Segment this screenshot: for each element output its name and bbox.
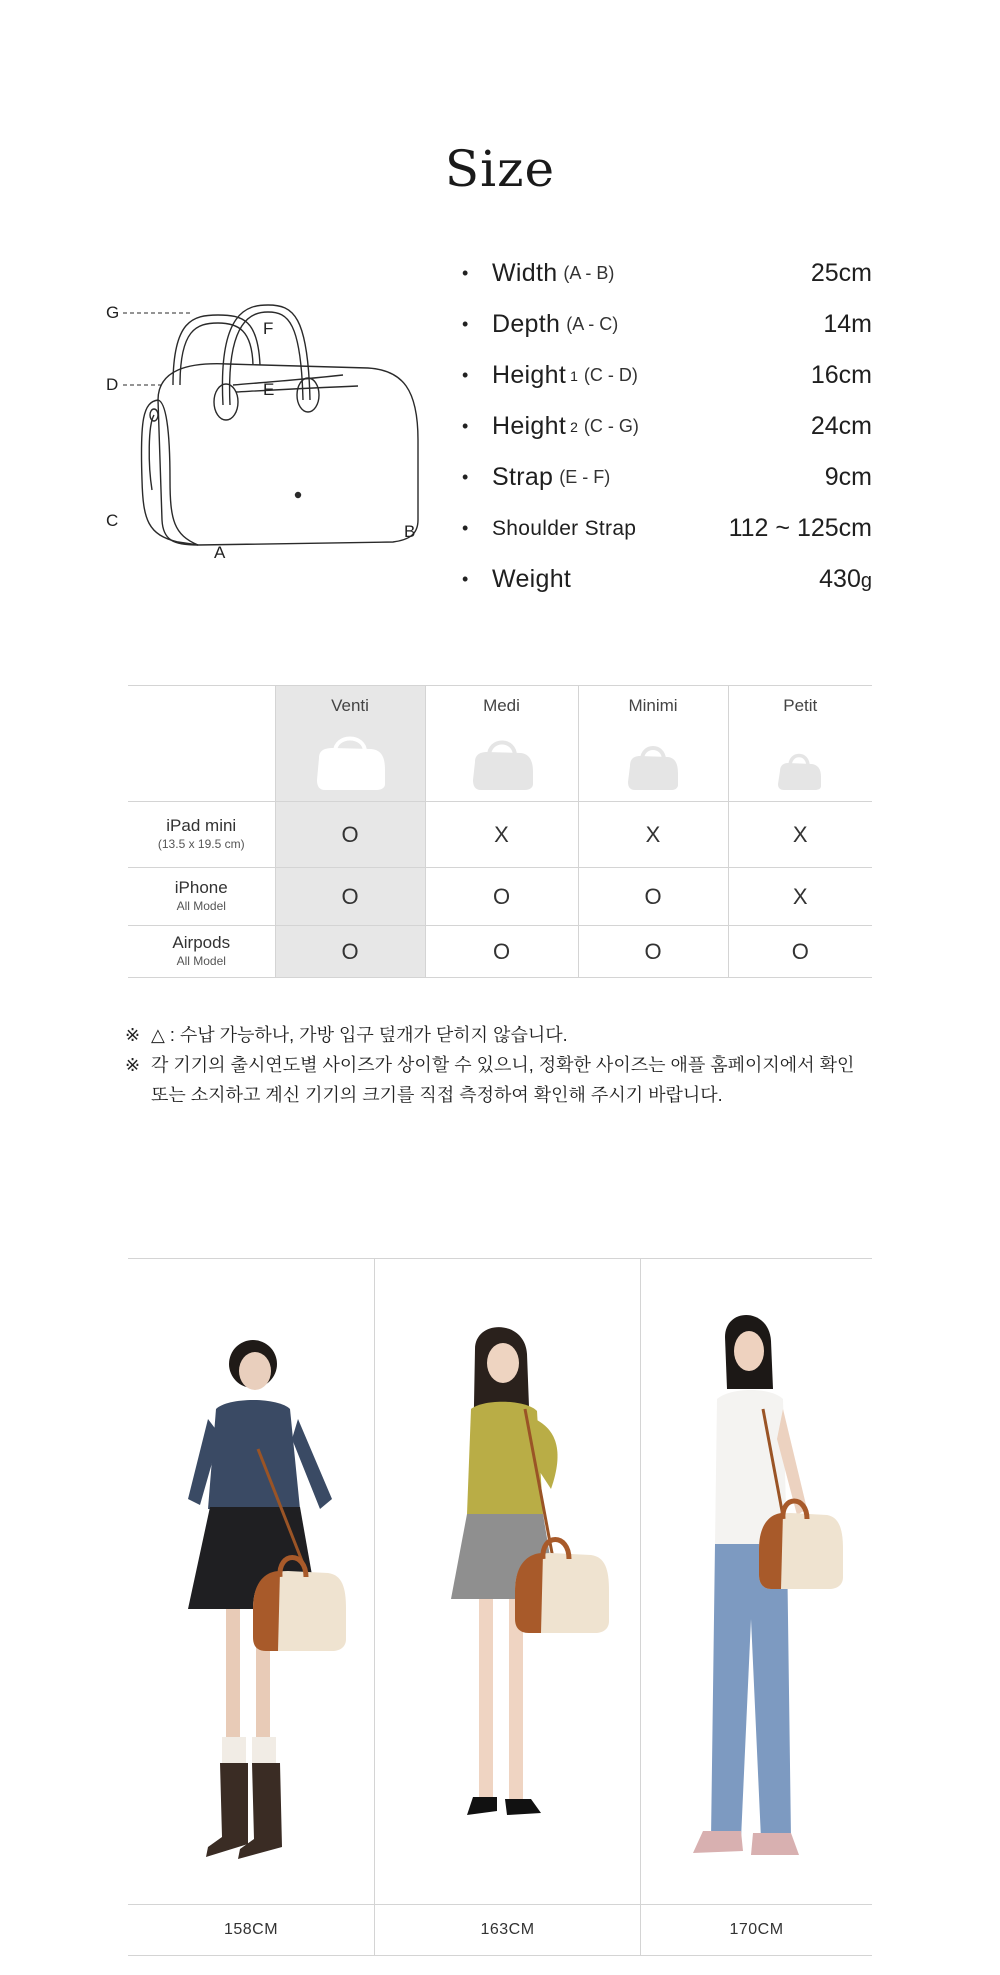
bag-silhouette-icon: [772, 730, 828, 792]
device-name: iPad mini: [166, 815, 237, 835]
size-column-petit: [728, 686, 872, 802]
spec-value: 25cm: [810, 259, 872, 287]
spec-row-depth: [462, 299, 872, 350]
spec-label: Height: [492, 412, 567, 440]
fit-mark: O: [578, 926, 728, 978]
device-label: [128, 868, 275, 926]
fit-mark: O: [728, 926, 872, 978]
bullet-icon: •: [462, 569, 469, 589]
fit-mark: X: [578, 802, 728, 868]
table-row: [128, 868, 872, 926]
diagram-label-b: B: [404, 522, 416, 541]
model-photo: [128, 1259, 374, 1904]
model-column: [640, 1259, 872, 1956]
diagram-label-a: A: [214, 543, 226, 562]
spec-value: [819, 565, 872, 594]
bag-silhouette-icon: [622, 730, 684, 792]
spec-superscript: 1: [570, 367, 578, 384]
spec-label: Width: [492, 259, 558, 287]
diagram-label-d: D: [106, 375, 119, 394]
spec-value: 9cm: [824, 463, 872, 491]
bullet-icon: •: [462, 518, 469, 538]
spec-row-height-1: [462, 350, 872, 401]
device-compatibility-table: [128, 685, 872, 978]
spec-value-unit: g: [860, 570, 872, 592]
bag-silhouette-icon: [311, 730, 389, 792]
reference-mark: ※: [125, 1025, 141, 1045]
table-corner-cell: [128, 686, 275, 802]
spec-label: Strap: [492, 463, 554, 491]
diagram-label-e: E: [263, 380, 275, 399]
table-header-row: [128, 686, 872, 802]
note-text: 또는 소지하고 계신 기기의 크기를 직접 측정하여 확인해 주시기 바랍니다.: [151, 1085, 723, 1105]
table-row: [128, 926, 872, 978]
device-label: [128, 802, 275, 868]
fit-mark: O: [425, 868, 578, 926]
size-label: Medi: [483, 696, 520, 715]
size-label: Venti: [331, 696, 369, 715]
spec-label: Depth: [492, 310, 561, 338]
spec-row-strap: [462, 452, 872, 503]
spec-row-shoulder-strap: [462, 503, 872, 554]
spec-range: (A - B): [563, 263, 615, 283]
spec-value: 14m: [823, 310, 872, 338]
table-row: [128, 802, 872, 868]
bullet-icon: •: [462, 314, 469, 334]
model-column: [128, 1259, 374, 1956]
note-text: △ : 수납 가능하나, 가방 입구 덮개가 닫히지 않습니다.: [151, 1025, 568, 1045]
spec-value: 112 ~ 125cm: [728, 514, 872, 542]
bullet-icon: •: [462, 467, 469, 487]
fit-mark: O: [275, 926, 425, 978]
spec-range: (C - G): [583, 416, 639, 436]
spec-label: Height: [492, 361, 567, 389]
reference-mark: ※: [125, 1055, 141, 1075]
spec-label: Weight: [492, 565, 572, 593]
size-spec-list: [462, 248, 872, 605]
fit-mark: X: [425, 802, 578, 868]
spec-value: 24cm: [810, 412, 872, 440]
spec-range: (A - C): [566, 314, 619, 334]
fit-mark: X: [728, 802, 872, 868]
fit-mark: O: [275, 868, 425, 926]
device-sub: All Model: [176, 953, 226, 968]
spec-value: 16cm: [810, 361, 872, 389]
diagram-label-c: C: [106, 511, 119, 530]
device-label: [128, 926, 275, 978]
size-column-venti: [275, 686, 425, 802]
bullet-icon: •: [462, 263, 469, 283]
device-sub: All Model: [176, 898, 226, 913]
model-column: [374, 1259, 640, 1956]
spec-range: (C - D): [583, 365, 638, 385]
spec-row-height-2: [462, 401, 872, 452]
model-photo-grid: [128, 1258, 872, 1955]
bag-silhouette-icon: [467, 730, 537, 792]
device-sub: (13.5 x 19.5 cm): [157, 836, 245, 851]
bag-line-diagram: [106, 290, 438, 580]
note-line: [125, 1080, 895, 1110]
size-column-minimi: [578, 686, 728, 802]
fit-mark: X: [728, 868, 872, 926]
model-height-label: 163CM: [375, 1904, 640, 1956]
model-height-label: 170CM: [641, 1904, 872, 1956]
bullet-icon: •: [462, 365, 469, 385]
diagram-label-f: F: [263, 319, 274, 338]
model-photo: [375, 1259, 641, 1904]
device-name: Airpods: [172, 932, 231, 952]
page-title: Size: [444, 140, 556, 198]
diagram-label-g: G: [106, 303, 120, 322]
size-label: Minimi: [628, 696, 678, 715]
model-height-label: 158CM: [128, 1904, 374, 1956]
size-column-medi: [425, 686, 578, 802]
notes-section: [125, 1020, 895, 1110]
fit-mark: O: [578, 868, 728, 926]
device-name: iPhone: [174, 877, 228, 897]
bullet-icon: •: [462, 416, 469, 436]
spec-row-weight: [462, 554, 872, 605]
spec-label: Shoulder Strap: [492, 516, 637, 540]
note-line: [125, 1050, 895, 1080]
fit-mark: O: [275, 802, 425, 868]
spec-row-width: [462, 248, 872, 299]
size-label: Petit: [783, 696, 818, 715]
spec-superscript: 2: [570, 418, 578, 435]
note-line: [125, 1020, 895, 1050]
spec-value-number: 430: [819, 565, 861, 593]
note-text: 각 기기의 출시연도별 사이즈가 상이할 수 있으니, 정확한 사이즈는 애플 홈페이지에서 확인: [151, 1055, 855, 1075]
spec-range: (E - F): [559, 467, 611, 487]
model-photo: [641, 1259, 873, 1904]
fit-mark: O: [425, 926, 578, 978]
